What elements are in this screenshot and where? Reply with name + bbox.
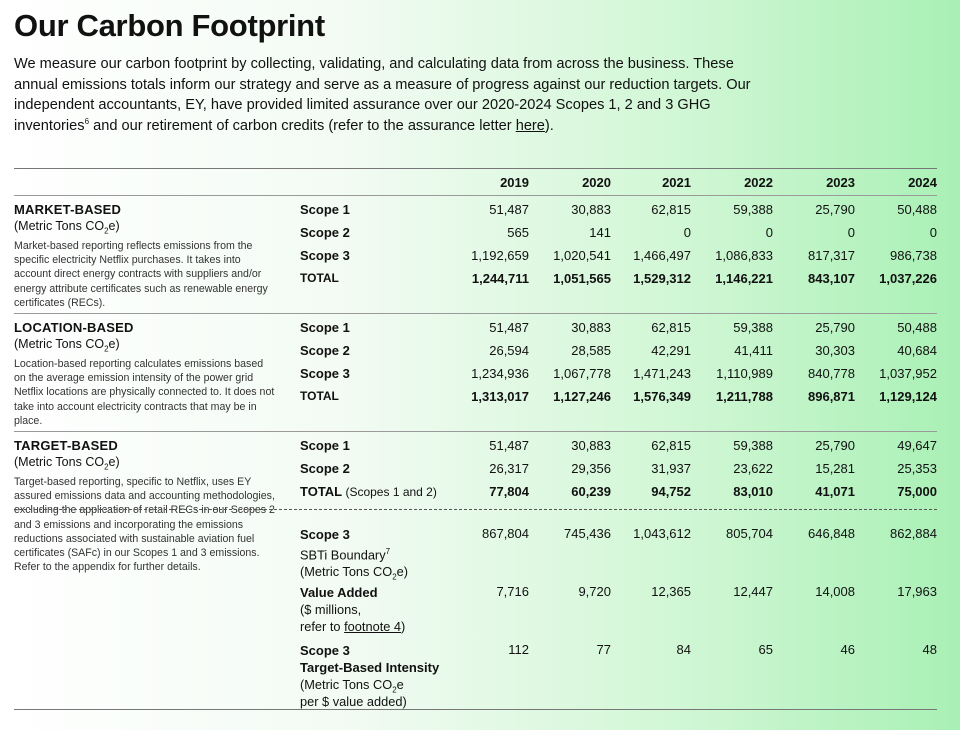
value-cell-2019: 1,244,711 xyxy=(471,271,529,286)
value-cell-2024: 75,000 xyxy=(897,484,937,499)
row-label: Scope 2 xyxy=(300,343,350,358)
value-cell-2020: 1,051,565 xyxy=(553,271,611,286)
value-cell-2021: 1,466,497 xyxy=(633,248,691,263)
value-cell-2020: 745,436 xyxy=(564,526,611,541)
value-cell-2020: 141 xyxy=(589,225,611,240)
value-cell-2023: 14,008 xyxy=(815,584,855,599)
value-cell-2024: 50,488 xyxy=(897,320,937,335)
value-cell-2021: 1,471,243 xyxy=(633,366,691,381)
value-cell-2024: 17,963 xyxy=(897,584,937,599)
value-cell-2023: 25,790 xyxy=(815,438,855,453)
value-cell-2021: 1,043,612 xyxy=(633,526,691,541)
value-cell-2024: 1,129,124 xyxy=(879,389,937,404)
value-cell-2022: 83,010 xyxy=(733,484,773,499)
row-label: TOTAL xyxy=(300,389,339,403)
value-cell-2023: 41,071 xyxy=(815,484,855,499)
value-cell-2024: 48 xyxy=(922,642,937,657)
value-cell-2024: 40,684 xyxy=(897,343,937,358)
value-cell-2021: 62,815 xyxy=(651,320,691,335)
target-total-label: TOTAL (Scopes 1 and 2) xyxy=(300,484,437,499)
target-based-description: Target-based reporting, specific to Netflix, uses EY assured emissions data and accounting methodologies, excluding the application of retail RECs in our Scopes 2 and 3 emissions and incorporating the emissions reductions associated with sustainable aviation fuel certificates (SAFc) in our Scopes 1 and 3 emissions. Refer to the appendix for further details. xyxy=(14,476,275,574)
value-cell-2022: 0 xyxy=(765,225,773,240)
page-title: Our Carbon Footprint xyxy=(14,8,325,43)
value-cell-2020: 1,127,246 xyxy=(553,389,611,404)
value-cell-2019: 26,594 xyxy=(489,343,529,358)
value-cell-2022: 65 xyxy=(758,642,773,657)
row-label: Scope 1 xyxy=(300,202,350,217)
target-scope3-sbti-label: Scope 3 SBTi Boundary$^7$ (Metric Tons $CO_2e$) xyxy=(300,527,409,582)
value-cell-2022: 805,704 xyxy=(726,526,773,541)
year-2022: 2022 xyxy=(744,175,773,190)
location-based-section xyxy=(14,313,937,431)
target-intensity-label: Scope 3 Target-Based Intensity (Metric Tons $CO_2e$ per $ value added) xyxy=(300,643,440,709)
value-cell-2020: 1,067,778 xyxy=(553,366,611,381)
target-based-unit: (Metric Tons $CO_2e$) xyxy=(14,455,120,472)
value-cell-2024: 862,884 xyxy=(890,526,937,541)
value-cell-2021: 62,815 xyxy=(651,438,691,453)
location-based-description: Location-based reporting calculates emissions based on the average emission intensity of the power grid Netflix locations are physically connected to. It does not take into account electricity contracts that may be in place. xyxy=(14,358,275,427)
year-2021: 2021 xyxy=(662,175,691,190)
value-cell-2019: 1,234,936 xyxy=(471,366,529,381)
value-cell-2019: 77,804 xyxy=(489,484,529,499)
value-cell-2023: 46 xyxy=(840,642,855,657)
value-cell-2023: 817,317 xyxy=(808,248,855,263)
value-cell-2024: 1,037,226 xyxy=(879,271,937,286)
row-label: Scope 3 xyxy=(300,366,350,381)
value-cell-2021: 31,937 xyxy=(651,461,691,476)
value-cell-2020: 30,883 xyxy=(571,320,611,335)
year-2023: 2023 xyxy=(826,175,855,190)
intro-paragraph xyxy=(14,54,774,136)
dashed-divider xyxy=(14,509,937,510)
value-cell-2023: 25,790 xyxy=(815,320,855,335)
row-label: TOTAL xyxy=(300,271,339,285)
value-cell-2024: 1,037,952 xyxy=(879,366,937,381)
value-added-label: Value Added ($ millions, refer to footnote 4) xyxy=(300,585,406,634)
footnote-6-marker: 6 xyxy=(84,116,90,126)
value-cell-2023: 646,848 xyxy=(808,526,855,541)
value-cell-2021: 62,815 xyxy=(651,202,691,217)
value-cell-2020: 1,020,541 xyxy=(553,248,611,263)
value-cell-2020: 29,356 xyxy=(571,461,611,476)
value-cell-2020: 28,585 xyxy=(571,343,611,358)
market-based-description: Market-based reporting reflects emissions from the specific electricity Netflix purchases. It takes into account direct energy contracts with suppliers and/or energy attribute certificates such as renewable energy certificates (RECs). xyxy=(14,240,268,309)
location-based-unit: (Metric Tons $CO_2e$) xyxy=(14,337,120,354)
year-2020: 2020 xyxy=(582,175,611,190)
value-cell-2022: 12,447 xyxy=(733,584,773,599)
value-cell-2020: 77 xyxy=(596,642,611,657)
intro-text-2: and our retirement of carbon credits (refer to the assurance letter xyxy=(89,117,516,134)
value-cell-2019: 565 xyxy=(507,225,529,240)
intro-text-3: ). xyxy=(544,117,554,134)
value-cell-2021: 1,529,312 xyxy=(633,271,691,286)
value-cell-2019: 112 xyxy=(508,642,529,657)
value-cell-2022: 41,411 xyxy=(734,343,773,358)
target-based-section xyxy=(14,431,937,713)
value-cell-2024: 986,738 xyxy=(890,248,937,263)
market-based-unit: (Metric Tons $CO_2e$) xyxy=(14,219,120,236)
footnote-4-link[interactable]: footnote 4 xyxy=(344,619,402,634)
value-cell-2024: 0 xyxy=(929,225,937,240)
market-based-section xyxy=(14,195,937,313)
row-label: Scope 3 xyxy=(300,248,350,263)
value-cell-2023: 0 xyxy=(847,225,855,240)
value-cell-2020: 9,720 xyxy=(578,584,611,599)
value-cell-2019: 1,313,017 xyxy=(471,389,529,404)
value-cell-2022: 59,388 xyxy=(733,320,773,335)
value-cell-2022: 23,622 xyxy=(733,461,773,476)
value-cell-2023: 30,303 xyxy=(815,343,855,358)
value-cell-2023: 896,871 xyxy=(808,389,855,404)
value-cell-2021: 94,752 xyxy=(651,484,691,499)
value-cell-2019: 867,804 xyxy=(482,526,529,541)
assurance-letter-link[interactable]: here xyxy=(515,117,545,134)
value-cell-2024: 49,647 xyxy=(897,438,937,453)
value-cell-2022: 1,146,221 xyxy=(715,271,773,286)
emissions-table xyxy=(14,168,937,713)
value-cell-2019: 26,317 xyxy=(489,461,529,476)
row-label: Scope 2 xyxy=(300,461,350,476)
intro-text: We measure our carbon footprint by collecting, validating, and calculating data from across the business. These annual emissions totals inform our strategy and serve as a measure of progress against our reduction targets. Our independent accountants, EY, have provided limited assurance over our 2020-2024 Scopes 1, 2 and 3 GHG inventories xyxy=(14,56,751,134)
value-cell-2023: 840,778 xyxy=(808,366,855,381)
row-label: Scope 1 xyxy=(300,320,350,335)
value-cell-2023: 25,790 xyxy=(815,202,855,217)
value-cell-2022: 1,086,833 xyxy=(715,248,773,263)
location-based-title: LOCATION-BASED xyxy=(14,320,134,335)
row-label: Scope 2 xyxy=(300,225,350,240)
value-cell-2019: 1,192,659 xyxy=(471,248,529,263)
value-cell-2022: 59,388 xyxy=(733,202,773,217)
year-header-row xyxy=(14,169,937,195)
value-cell-2022: 1,211,788 xyxy=(715,389,773,404)
value-cell-2021: 84 xyxy=(676,642,691,657)
market-based-title: MARKET-BASED xyxy=(14,202,122,217)
value-cell-2024: 25,353 xyxy=(897,461,937,476)
value-cell-2021: 1,576,349 xyxy=(633,389,691,404)
value-cell-2024: 50,488 xyxy=(897,202,937,217)
bottom-rule xyxy=(14,709,937,710)
value-cell-2021: 0 xyxy=(683,225,691,240)
value-cell-2020: 30,883 xyxy=(571,438,611,453)
value-cell-2023: 843,107 xyxy=(808,271,855,286)
row-label: Scope 1 xyxy=(300,438,350,453)
target-based-title: TARGET-BASED xyxy=(14,438,118,453)
value-cell-2020: 60,239 xyxy=(571,484,611,499)
value-cell-2021: 12,365 xyxy=(651,584,691,599)
value-cell-2019: 7,716 xyxy=(496,584,529,599)
value-cell-2019: 51,487 xyxy=(489,320,529,335)
value-cell-2021: 42,291 xyxy=(651,343,691,358)
year-2024: 2024 xyxy=(908,175,937,190)
value-cell-2020: 30,883 xyxy=(571,202,611,217)
value-cell-2019: 51,487 xyxy=(489,202,529,217)
value-cell-2019: 51,487 xyxy=(489,438,529,453)
value-cell-2022: 59,388 xyxy=(733,438,773,453)
value-cell-2023: 15,281 xyxy=(815,461,855,476)
value-cell-2022: 1,110,989 xyxy=(716,366,773,381)
year-2019: 2019 xyxy=(500,175,529,190)
